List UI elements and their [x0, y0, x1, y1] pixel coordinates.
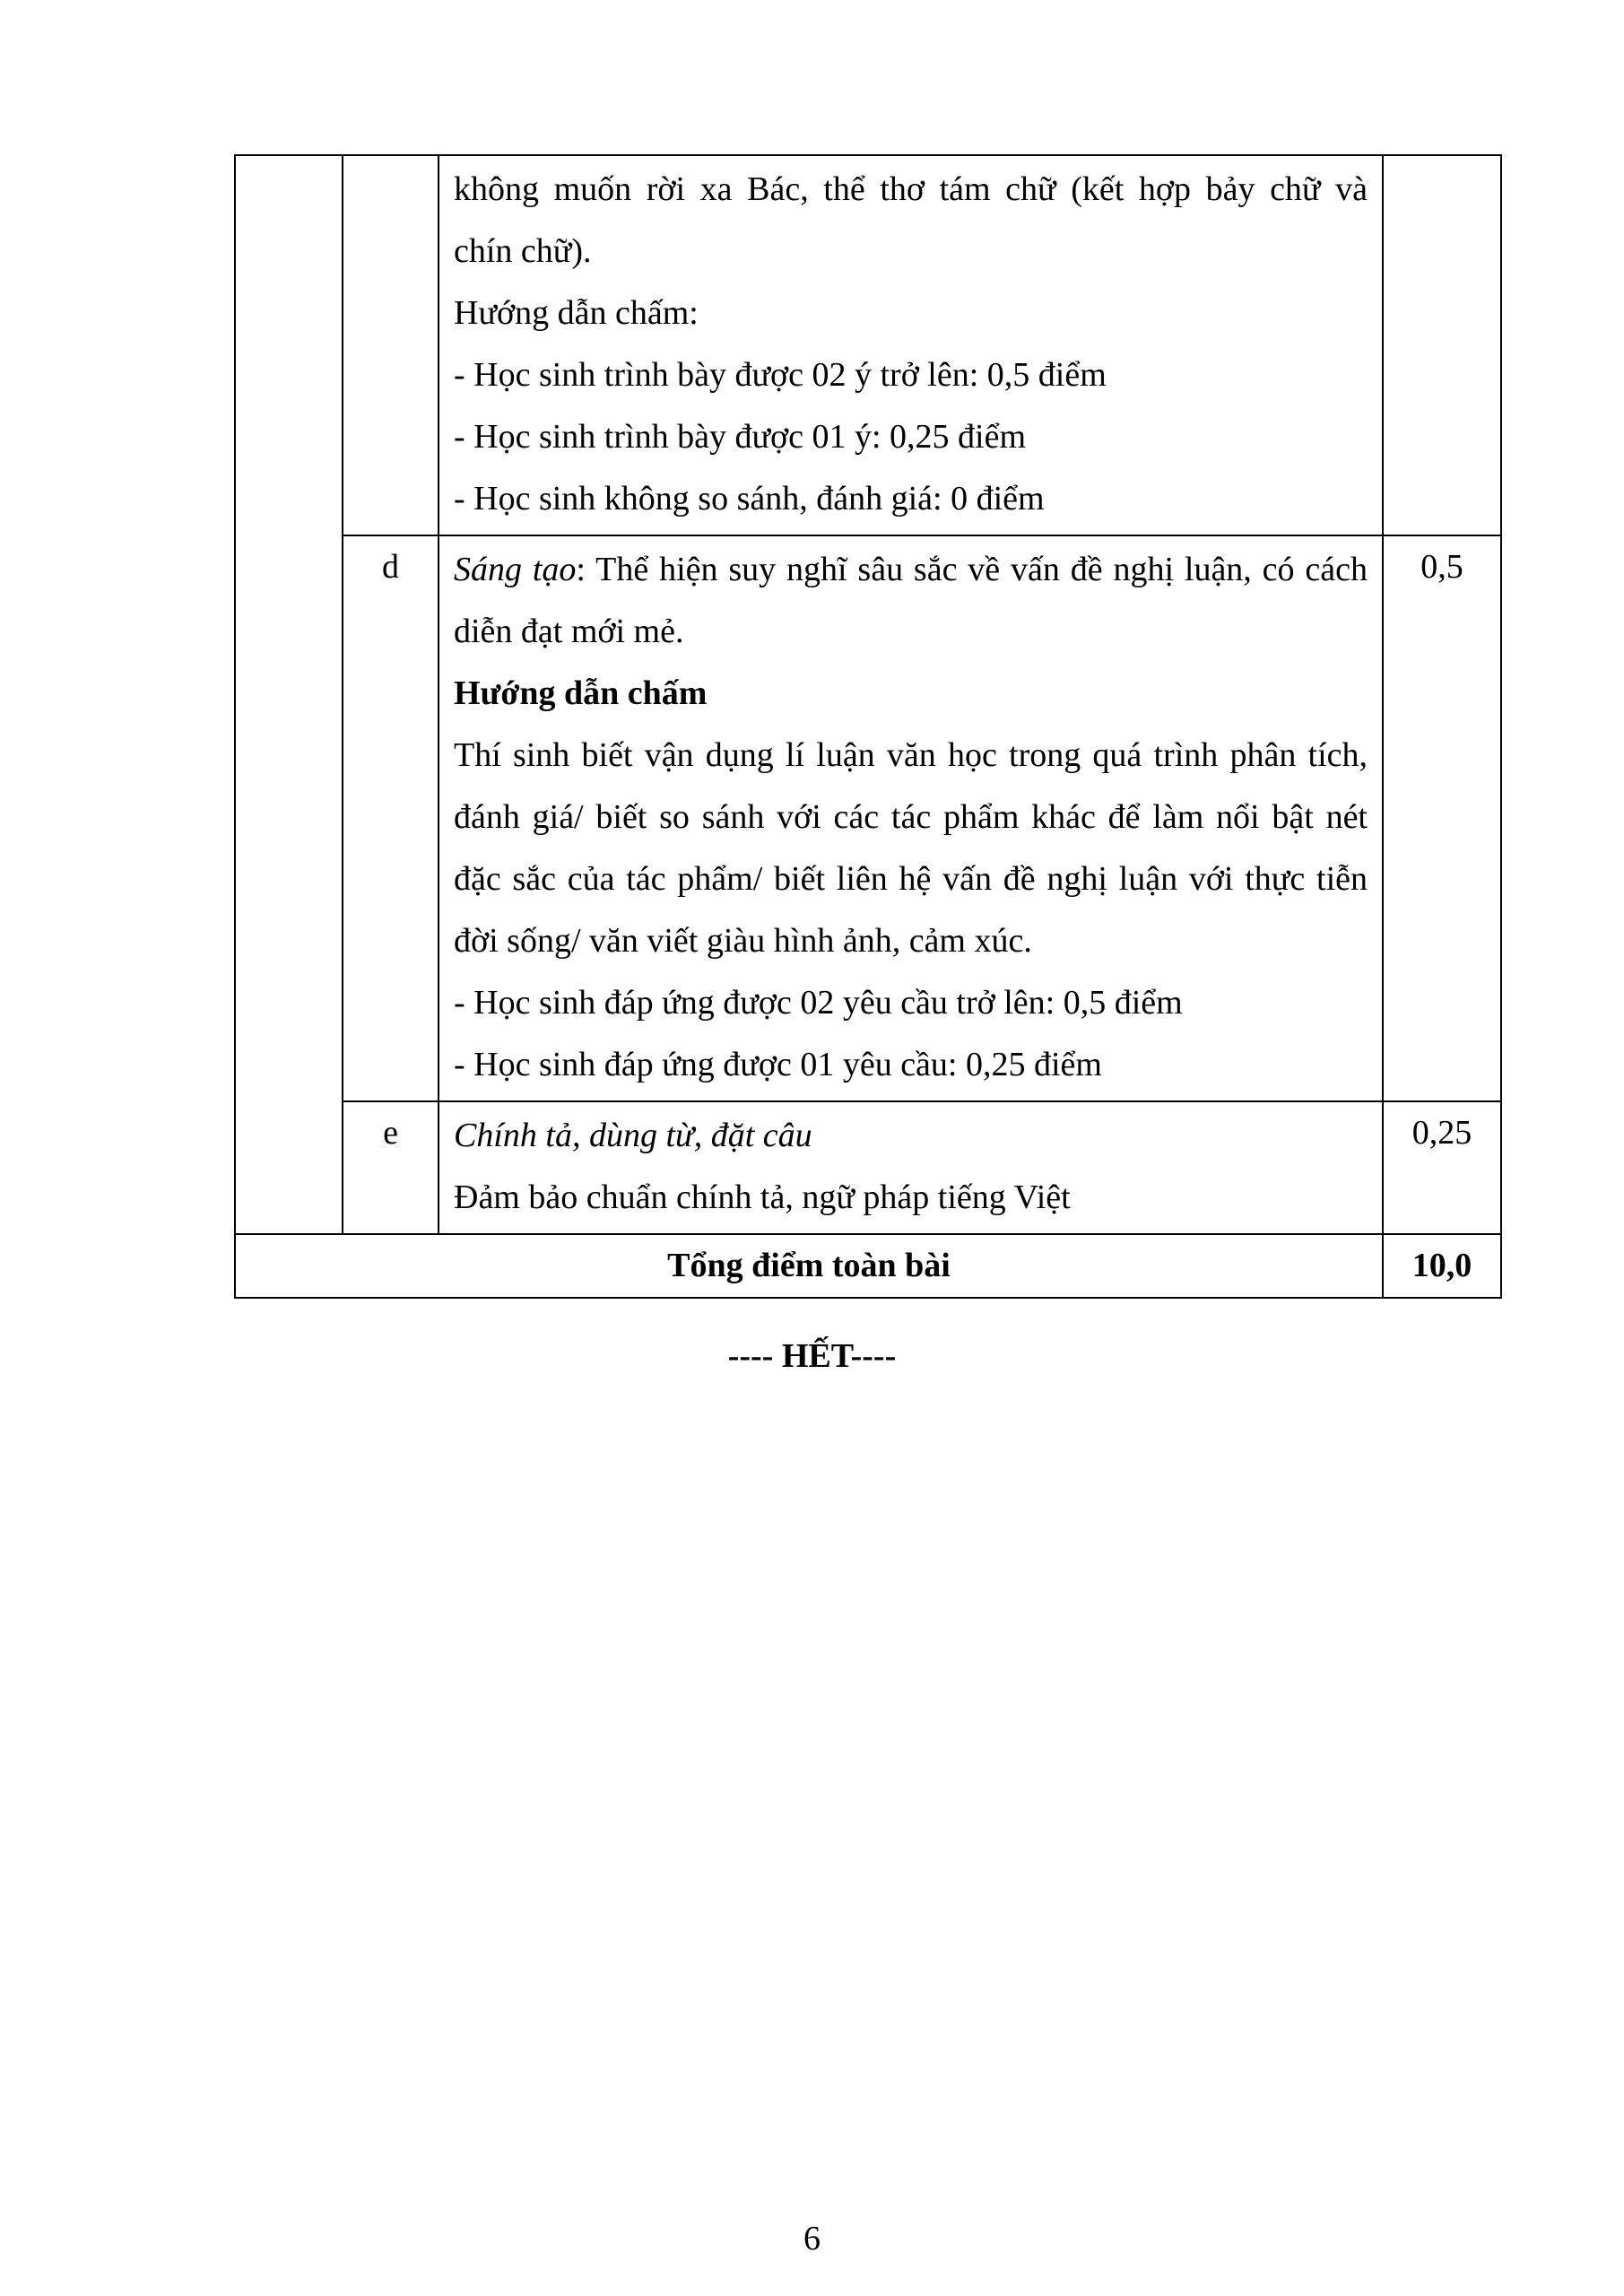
- table-row-e: [235, 1101, 1501, 1234]
- score-value: 0,25: [1383, 1101, 1501, 1234]
- guide-bullet: - Học sinh đáp ứng được 02 yêu cầu trở lên: 0,5 điểm: [454, 984, 1183, 1022]
- guide-bullet: - Học sinh đáp ứng được 01 yêu cầu: 0,25 điểm: [454, 1046, 1102, 1083]
- criterion-text: : Thể hiện suy nghĩ sâu sắc về vấn đề nghị luận, có cách: [576, 551, 1368, 588]
- guide-label: Hướng dẫn chấm:: [454, 294, 699, 332]
- score-cell: [1383, 155, 1501, 535]
- criterion-cell: [439, 1101, 1383, 1234]
- paragraph-line: đánh giá/ biết so sánh với các tác phẩm khác để làm nổi bật nét: [454, 798, 1368, 836]
- table-row-continuation: [235, 155, 1501, 535]
- text-line: chín chữ).: [454, 232, 592, 270]
- question-cell: [235, 155, 343, 1234]
- criterion-cell: [439, 535, 1383, 1101]
- guide-bullet: - Học sinh không so sánh, đánh giá: 0 điểm: [454, 480, 1045, 517]
- criterion-cell: [439, 155, 1383, 535]
- sub-item-label: e: [343, 1101, 439, 1234]
- paragraph-line: Thí sinh biết vận dụng lí luận văn học trong quá trình phân tích,: [454, 736, 1368, 774]
- guide-bullet: - Học sinh trình bày được 01 ý: 0,25 điểm: [454, 418, 1027, 456]
- paragraph-line: đặc sắc của tác phẩm/ biết liên hệ vấn đề nghị luận với thực tiễn: [454, 860, 1368, 898]
- guide-heading: Hướng dẫn chấm: [454, 674, 708, 712]
- paragraph-line: đời sống/ văn viết giàu hình ảnh, cảm xúc.: [454, 922, 1032, 960]
- sub-item-cell: [343, 155, 439, 535]
- text-line: diễn đạt mới mẻ.: [454, 613, 684, 650]
- table-row-total: [235, 1234, 1501, 1298]
- page-number: 6: [803, 2220, 821, 2257]
- grading-table: [234, 154, 1502, 1299]
- sub-item-label: d: [343, 535, 439, 1101]
- score-value: 0,5: [1383, 535, 1501, 1101]
- table-row-d: [235, 535, 1501, 1101]
- criterion-text: Đảm bảo chuẩn chính tả, ngữ pháp tiếng Việt: [454, 1178, 1071, 1216]
- criterion-line: [454, 539, 1368, 601]
- text-line: không muốn rời xa Bác, thể thơ tám chữ (kết hợp bảy chữ và: [454, 170, 1368, 208]
- criterion-title: Chính tả, dùng từ, đặt câu: [454, 1117, 812, 1154]
- end-marker: ---- HẾT----: [727, 1337, 897, 1375]
- criterion-title: Sáng tạo: [454, 551, 577, 588]
- total-score: 10,0: [1383, 1234, 1501, 1298]
- total-label: Tổng điểm toàn bài: [235, 1234, 1383, 1298]
- guide-bullet: - Học sinh trình bày được 02 ý trở lên: 0,5 điểm: [454, 356, 1107, 394]
